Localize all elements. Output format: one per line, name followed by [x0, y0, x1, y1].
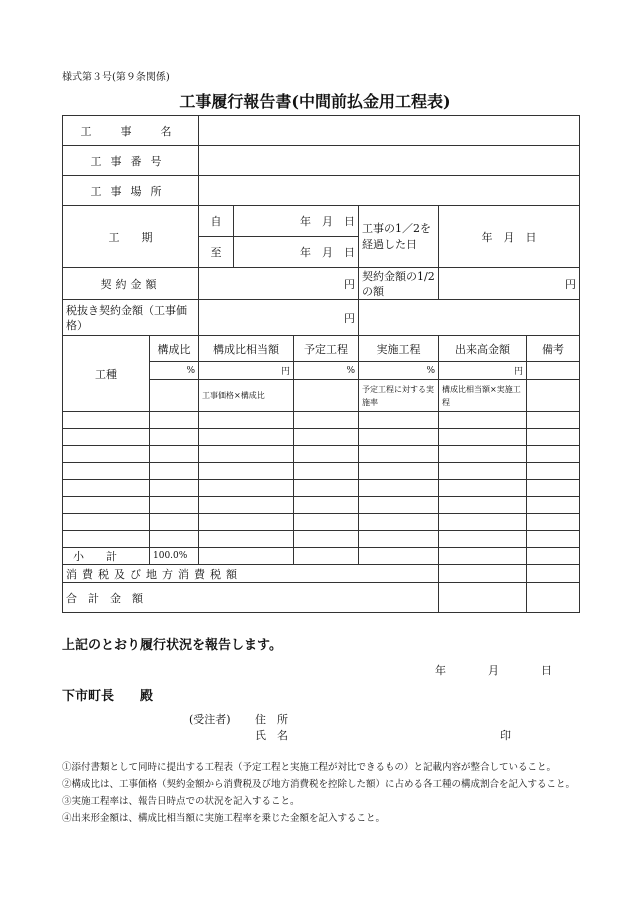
unit-percent: % [359, 362, 439, 380]
notes-list [62, 759, 582, 827]
contract-amount-field[interactable]: 円 [199, 268, 359, 300]
period-to-label: 至 [199, 237, 234, 268]
header-planned: 予定工程 [294, 336, 359, 362]
half-contract-label: 契約金額の1/2の額 [359, 268, 439, 300]
half-contract-field[interactable]: 円 [439, 268, 580, 300]
half-elapsed-date[interactable]: 年 月 日 [439, 206, 580, 268]
contractor-role: (受注者) [189, 713, 231, 726]
table-row[interactable] [63, 412, 580, 429]
project-place-label: 工事場所 [63, 176, 199, 206]
report-date-day: 日 [541, 664, 552, 677]
note-item: ①添付書類として同時に提出する工程表（予定工程と実施工程が対比できるもの）と記載内容が整合していること。 [62, 762, 557, 773]
subtotal-output[interactable] [439, 548, 527, 565]
formula-output: 構成比相当額×実施工程 [439, 380, 527, 412]
unit-yen: 円 [439, 362, 527, 380]
document-title: 工事履行報告書(中間前払金用工程表) [179, 92, 451, 111]
table-row[interactable] [63, 429, 580, 446]
project-number-label: 工事番号 [63, 146, 199, 176]
table-row[interactable] [63, 514, 580, 531]
tax-excluded-field[interactable]: 円 [199, 300, 359, 336]
unit-percent: % [294, 362, 359, 380]
report-date-year: 年 [435, 664, 446, 677]
table-row[interactable] [63, 463, 580, 480]
unit-yen: 円 [199, 362, 294, 380]
header-output: 出来高金額 [439, 336, 527, 362]
subtotal-planned[interactable] [294, 548, 359, 565]
total-field[interactable] [439, 583, 527, 613]
total-label: 合 計 金 額 [63, 583, 439, 613]
tax-excluded-label: 税抜き契約金額（工事価格） [63, 300, 199, 336]
work-type-label: 工種 [63, 336, 150, 412]
project-place-field[interactable] [199, 176, 580, 206]
table-row[interactable] [63, 446, 580, 463]
period-from-label: 自 [199, 206, 234, 237]
note-item: ②構成比は、工事価格（契約金額から消費税及び地方消費税を控除した額）に占める各工種の構成割合を記入すること。 [62, 779, 576, 790]
note-item: ④出来形金額は、構成比相当額に実施工程率を乗じた金額を記入すること。 [62, 813, 386, 824]
table-row[interactable] [63, 480, 580, 497]
subtotal-label: 小 計 [63, 548, 150, 565]
seal-mark: 印 [500, 729, 511, 742]
tax-field[interactable] [439, 565, 527, 583]
form-number: 様式第３号(第９条関係) [62, 72, 170, 83]
header-actual: 実施工程 [359, 336, 439, 362]
project-name-label: 工 事 名 [63, 116, 199, 146]
formula-actual-rate: 予定工程に対する実施率 [359, 380, 439, 412]
period-from-date[interactable]: 年 月 日 [234, 206, 359, 237]
formula-composition: 工事価格×構成比 [199, 380, 294, 412]
blank-cell [359, 300, 580, 336]
period-label: 工 期 [63, 206, 199, 268]
header-remarks: 備考 [527, 336, 580, 362]
contract-amount-label: 契約金額 [63, 268, 199, 300]
note-item: ③実施工程率は、報告日時点での状況を記入すること。 [62, 796, 300, 807]
project-name-field[interactable] [199, 116, 580, 146]
project-number-field[interactable] [199, 146, 580, 176]
subtotal-ratio: 100.0% [150, 548, 199, 565]
subtotal-actual[interactable] [359, 548, 439, 565]
subtotal-equivalent[interactable] [199, 548, 294, 565]
address-label: 住 所 [255, 713, 288, 726]
progress-report-table [62, 115, 580, 613]
report-date-month: 月 [488, 664, 499, 677]
report-statement: 上記のとおり履行状況を報告します。 [62, 638, 282, 653]
unit-percent: % [150, 362, 199, 380]
period-to-date[interactable]: 年 月 日 [234, 237, 359, 268]
tax-label: 消費税及び地方消費税額 [63, 565, 439, 583]
header-ratio: 構成比 [150, 336, 199, 362]
table-row[interactable] [63, 531, 580, 548]
table-row[interactable] [63, 497, 580, 514]
header-equivalent: 構成比相当額 [199, 336, 294, 362]
half-elapsed-label: 工事の1／2を経過した日 [359, 206, 439, 268]
name-label: 氏 名 [255, 729, 288, 742]
addressee: 下市町長 殿 [62, 689, 154, 704]
